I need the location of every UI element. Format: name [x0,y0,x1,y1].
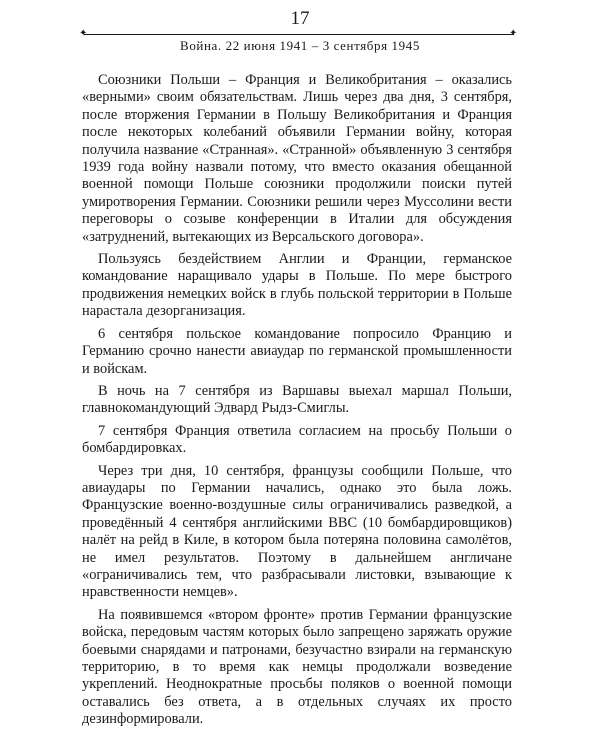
header-rule [84,34,514,35]
paragraph: На появившемся «втором фронте» против Германии французские войска, передовым частям которых было запрещено заряжать оружие боевыми снарядами и патронами, безучастно взирали на германскую территорию, в то время как немцы продолжали возведение укреплений. Неоднократные просьбы поляков о военной помощи оставались без ответа, а в отдельных случаях их просто дезинформировали. [82,606,512,728]
paragraph: Союзники Польши – Франция и Великобритания – оказались «верными» своим обязательствам. Лишь через два дня, 3 сентября, после вторжения Германии в Польшу Великобритания и Франция после некоторых колебаний объявили Германии войну, которая получила название «Странная». «Странной» объявленную 3 сентября 1939 года войну назвали потому, что вместо оказания обещанной военной помощи Польше союзники продолжили поиски путей умиротворения Германии. Союзники решили через Муссолини вести переговоры о созыве конференции в Италии для обсуждения «затруднений, вытекающих из Версальского договора». [82,72,512,245]
paragraph: Пользуясь бездействием Англии и Франции, германское командование наращивало удары в Польше. По мере быстрого продвижения немецких войск в глубь польской территории в Польше нарастала дезорганизация. [82,251,512,320]
rule-ornament-right: ✦ [509,28,518,39]
rule-ornament-left: ✦ [79,28,88,39]
body-text [82,72,512,734]
page-number: 17 [290,8,310,29]
paragraph: 6 сентября польское командование попросило Францию и Германию срочно нанести авиаудар по германской промышленности и войскам. [82,325,512,377]
running-title: Война. 22 июня 1941 – 3 сентября 1945 [180,38,420,53]
paragraph: В ночь на 7 сентября из Варшавы выехал маршал Польши, главнокомандующий Эдвард Рыдз-Смиглы. [82,382,512,417]
paragraph: Через три дня, 10 сентября, французы сообщили Польше, что авиаудары по Германии начались, однако это была ложь. Французские военно-воздушные силы ограничивались разведкой, а проведённый 4 сентября английскими ВВС (10 бомбардировщиков) налёт на рейд в Киле, в котором была потеряна половина самолётов, не имел результатов. Поэтому в дальнейшем англичане «ограничивались тем, что разбрасывали листовки, взывающие к нравственности немцев». [82,462,512,601]
paragraph: 7 сентября Франция ответила согласием на просьбу Польши о бомбардировках. [82,422,512,457]
